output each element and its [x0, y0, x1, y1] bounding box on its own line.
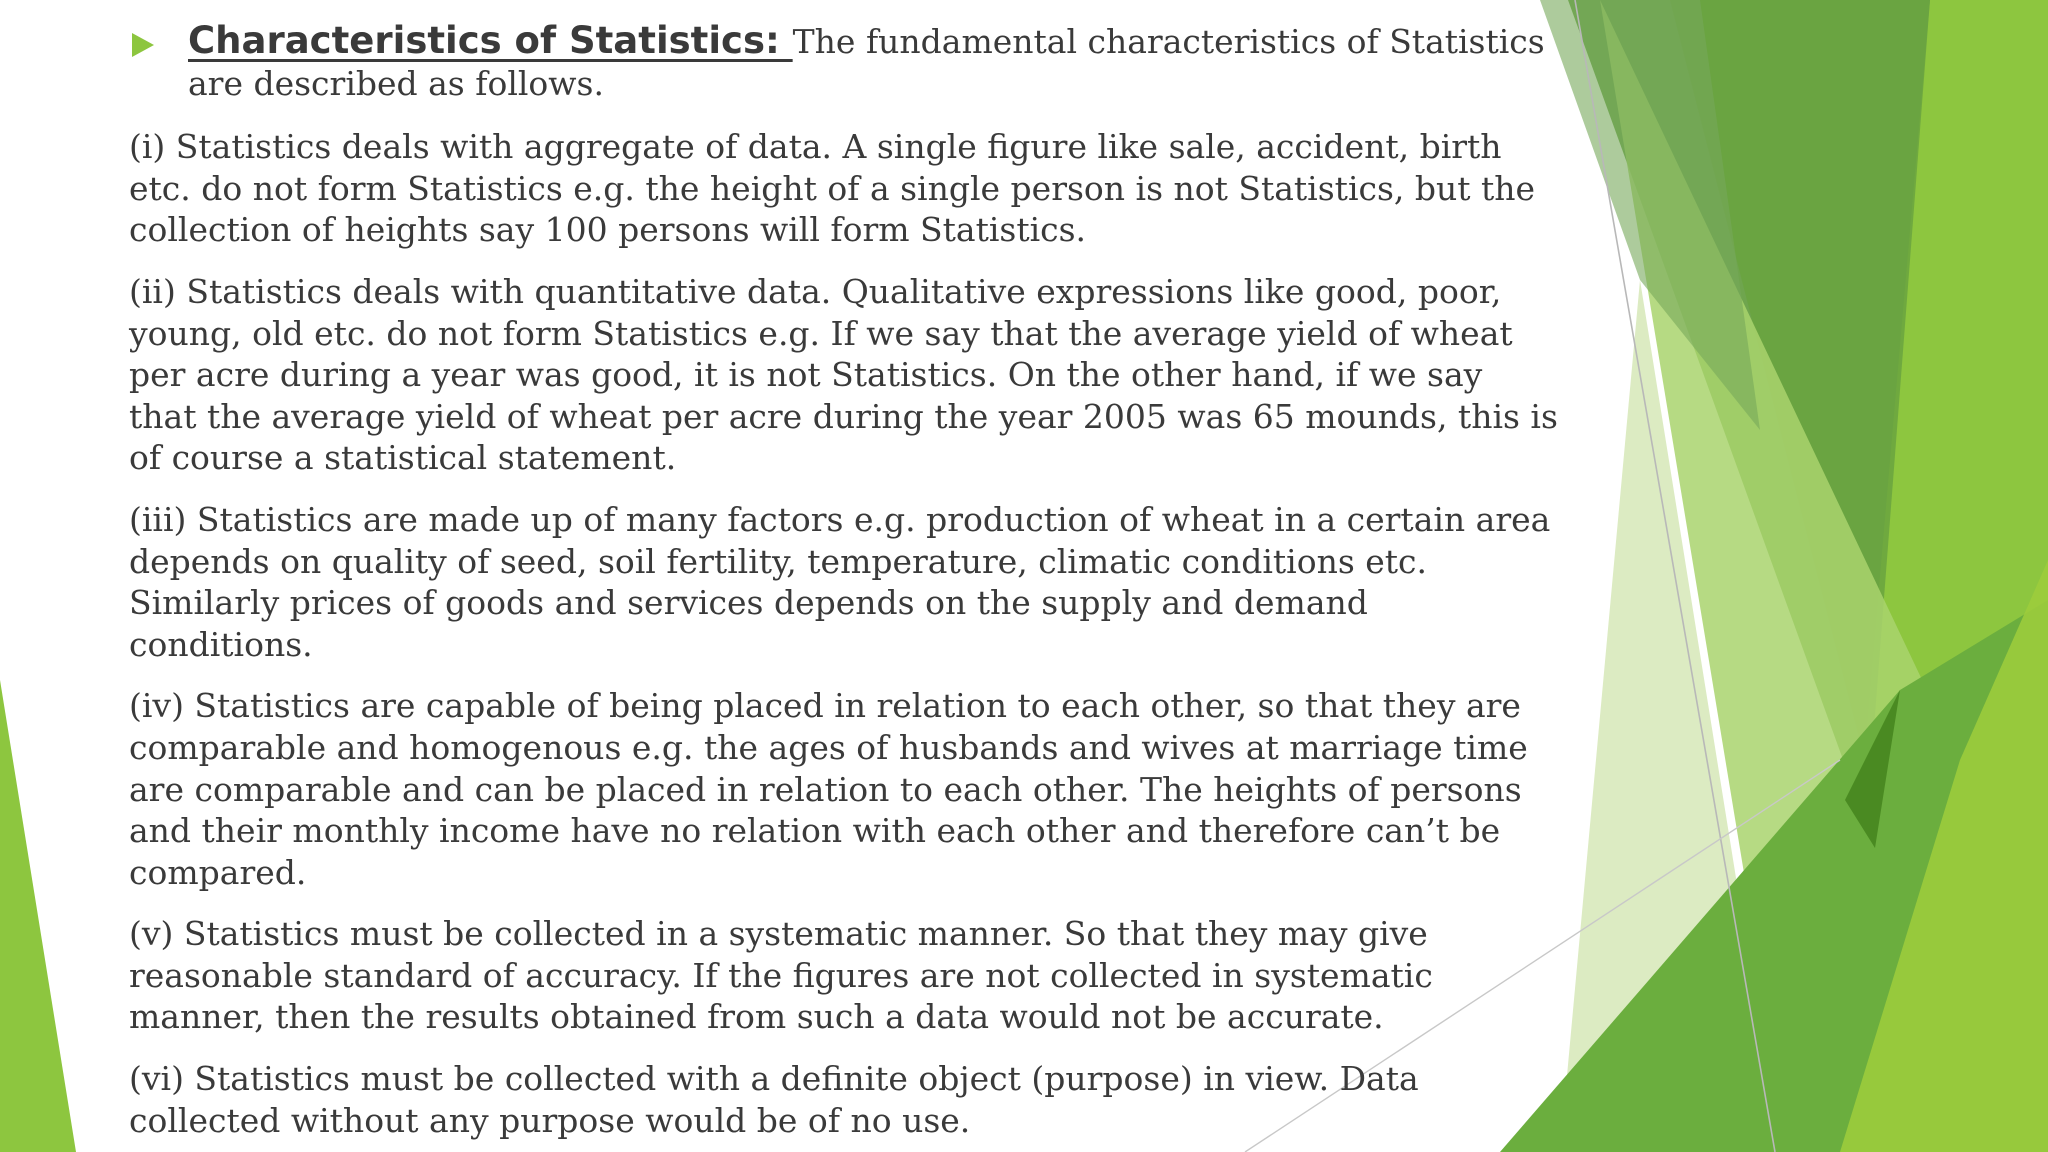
paragraph-vi: (vi) Statistics must be collected with a definite object (purpose) in view. Data collected without any purpose would be of no use.	[129, 1059, 1419, 1140]
heading-text: The fundamental characteristics of Statistics are described as follows.	[188, 22, 1545, 103]
paragraph-ii: (ii) Statistics deals with quantitative data. Qualitative expressions like good, poor, young, old etc. do not form Statistics e.g. If we say that the average yield of wheat per acre during a year was good, it is not Statistics. On the other hand, if we say that the average yield of wheat per acre during the year 2005 was 65 mounds, this is of course a statistical statement.	[129, 271, 1558, 478]
slide-content	[129, 20, 1559, 1152]
heading-title: Characteristics of Statistics:	[188, 19, 793, 62]
bullet-triangle-icon	[132, 33, 154, 57]
paragraph-v: (v) Statistics must be collected in a systematic manner. So that they may give reasonable standard of accuracy. If the figures are not collected in systematic manner, then the results obtained from such a data would not be accurate.	[129, 914, 1433, 1037]
paragraph-i: (i) Statistics deals with aggregate of data. A single figure like sale, accident, birth etc. do not form Statistics e.g. the height of a single person is not Statistics, but the collection of heights say 100 persons will form Statistics.	[129, 127, 1536, 250]
paragraph-iii: (iii) Statistics are made up of many factors e.g. production of wheat in a certain area depends on quality of seed, soil fertility, temperature, climatic conditions etc. Similarly prices of goods and services depends on the supply and demand conditions.	[129, 499, 1551, 664]
left-edge-facet	[0, 680, 76, 1152]
heading-bullet-item	[129, 20, 1559, 104]
paragraph-iv: (iv) Statistics are capable of being placed in relation to each other, so that they are comparable and homogenous e.g. the ages of husbands and wives at marriage time are comparable and can be placed in relation to each other. The heights of persons and their monthly income have no relation with each other and therefore can’t be compared.	[129, 686, 1528, 892]
